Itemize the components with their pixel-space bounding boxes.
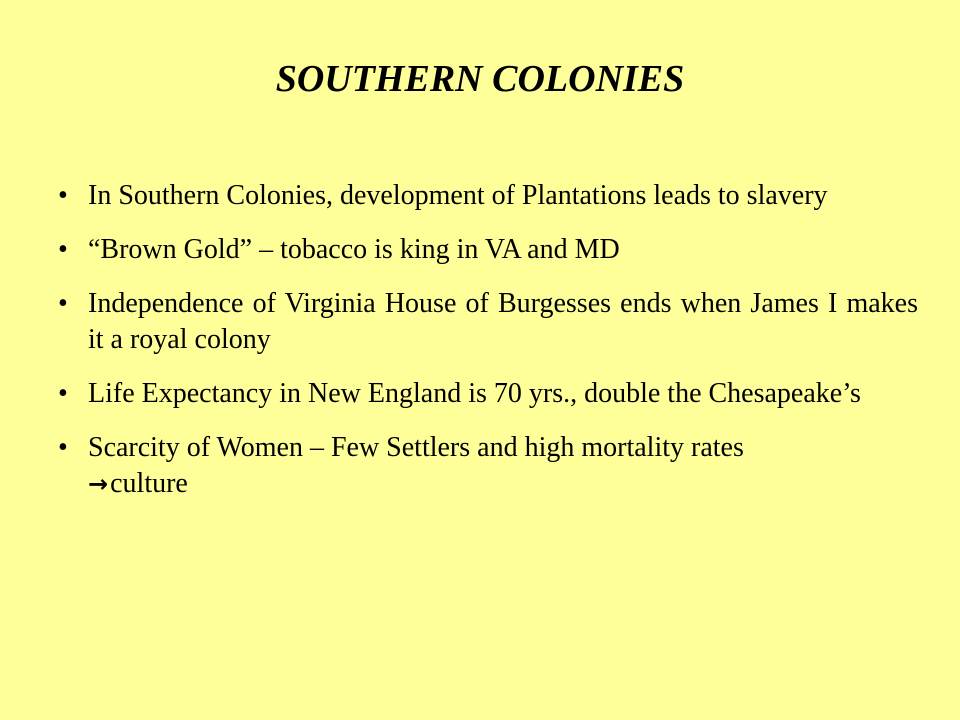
bullet-list	[46, 178, 918, 520]
list-item	[46, 286, 918, 358]
slide-title: SOUTHERN COLONIES	[275, 58, 685, 100]
bullet-text: Independence of Virginia House of Burgesses ends when James I makes it a royal colony	[88, 288, 918, 355]
bullet-icon: •	[58, 432, 68, 463]
list-item	[46, 232, 918, 268]
bullet-icon: •	[58, 234, 68, 265]
bullet-text: In Southern Colonies, development of Plantations leads to slavery	[88, 180, 828, 211]
list-item	[46, 376, 918, 412]
bullet-icon: •	[58, 288, 68, 319]
bullet-text: “Brown Gold” – tobacco is king in VA and MD	[88, 234, 620, 265]
list-item	[46, 178, 918, 214]
bullet-text: Life Expectancy in New England is 70 yrs., double the Chesapeake’s	[88, 378, 861, 409]
bullet-text: Scarcity of Women – Few Settlers and high mortality rates	[88, 432, 744, 463]
bullet-text-continuation: culture	[110, 468, 188, 499]
bullet-icon: •	[58, 378, 68, 409]
bullet-icon: •	[58, 180, 68, 211]
right-arrow-icon: →	[88, 470, 109, 498]
list-item	[46, 430, 918, 502]
